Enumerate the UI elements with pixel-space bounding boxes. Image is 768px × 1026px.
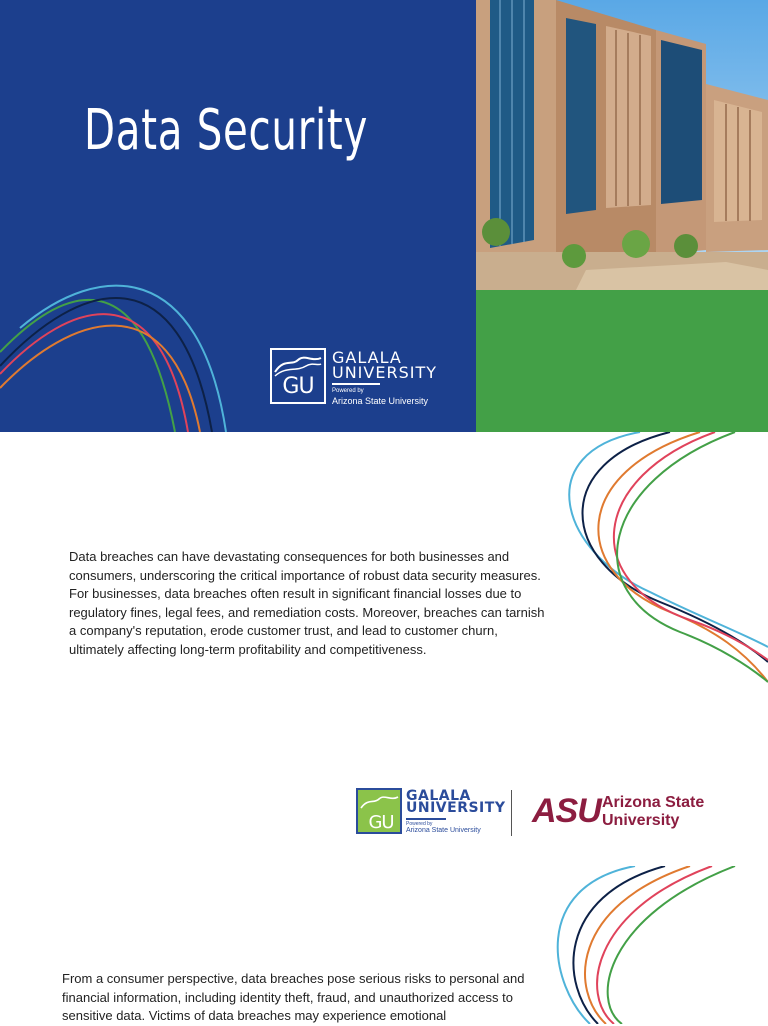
gu-divider xyxy=(332,383,380,385)
gu-name-line1: GALALA xyxy=(406,788,471,804)
asu-logo-mark: ASU xyxy=(532,792,601,830)
body-paragraph: Data breaches can have devastating consequences for both businesses and consumers, underscoring the critical importance of robust data security measures. For businesses, data breaches often result in significant financial losses due to regulatory fines, legal fees, and remediation costs. Moreover, breaches can tarnish a company's reputation, erode customer trust, and lead to customer churn, ultimately affecting long-term profitability and competitiveness. xyxy=(69,549,545,657)
gu-name-line2: UNIVERSITY xyxy=(406,800,506,816)
decorative-curves xyxy=(0,270,240,432)
gu-powered-by: Powered by xyxy=(332,388,364,394)
gu-divider xyxy=(406,818,446,820)
logo-divider xyxy=(511,790,512,836)
partner-logos xyxy=(356,786,716,842)
galala-university-logo xyxy=(270,348,470,410)
decorative-curves xyxy=(540,432,768,692)
gu-powered-by: Powered by xyxy=(406,821,433,827)
gu-emblem xyxy=(356,788,402,834)
gu-name-line1: GALALA xyxy=(332,348,402,367)
asu-name-line2: University xyxy=(602,812,680,829)
gu-name-line2: UNIVERSITY xyxy=(332,363,437,382)
mountain-icon xyxy=(358,792,400,814)
decorative-curves xyxy=(540,866,768,1024)
gu-monogram: GU xyxy=(368,812,394,833)
building-photo xyxy=(476,0,768,290)
gu-partner-name: Arizona State University xyxy=(406,827,481,834)
body-paragraph: From a consumer perspective, data breaches pose serious risks to personal and financial information, including identity theft, fraud, and unauthorized access to sensitive data. Victims of data breaches may experience emotional xyxy=(62,971,525,1023)
gu-emblem xyxy=(270,348,326,404)
asu-name-line1: Arizona State xyxy=(602,794,705,811)
green-accent-panel xyxy=(476,290,768,432)
hero-panel xyxy=(0,0,476,432)
gu-partner-name: Arizona State University xyxy=(332,396,429,406)
page-title: Data Security xyxy=(84,98,369,163)
gu-monogram: GU xyxy=(282,374,314,399)
